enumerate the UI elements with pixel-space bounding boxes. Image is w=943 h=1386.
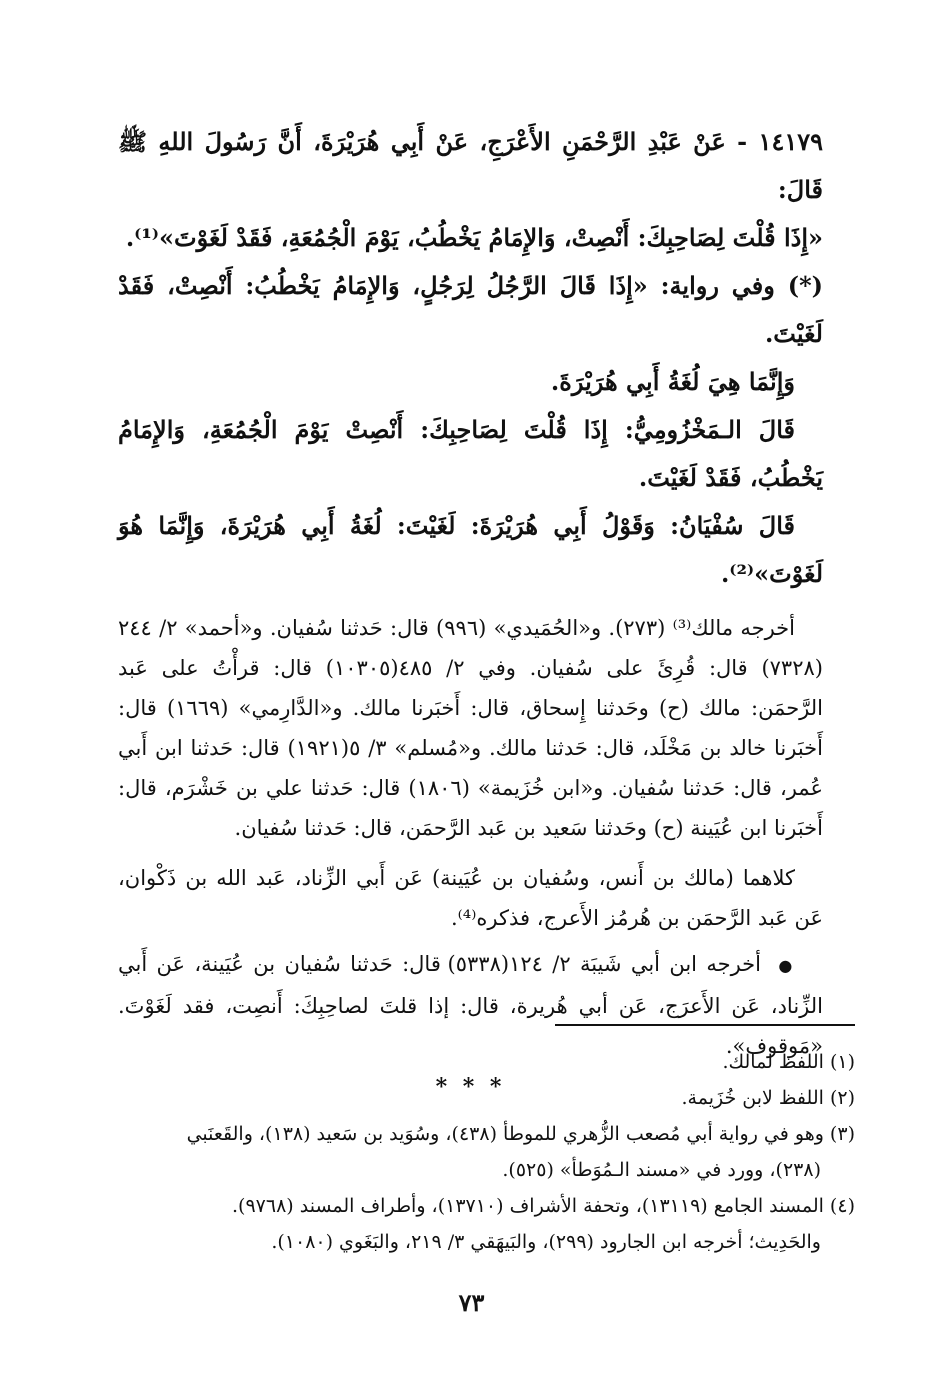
- footnote-4-cont: والحَدِيث؛ أخرجه ابن الجارود (٢٩٩)، والبَيهَقي ٣/ ٢١٩، والبَغَوي (١٠٨٠).: [271, 1231, 821, 1253]
- footnote-2: (٢) اللفظ لابن خُزَيمة.: [681, 1087, 855, 1109]
- hadith-number: ١٤١٧٩: [758, 127, 823, 156]
- takhrij-mawquf-text: أخرجه ابن أبي شَيبَة ٢/ ١٢٤(٥٣٣٨) قال: حَدثنا سُفيان بن عُيَينة، عَن أَبي الزِّناد، عَن الأَعرَج، عَن أبي هُريرة، قال: إذا قلتَ لصاحِبِكَ: أَنصِت، فقد لَغَوْتَ. «مَوقوف».: [118, 952, 823, 1058]
- bullet-icon: ●: [778, 956, 795, 975]
- hadith-matn: «إِذَا قُلْتَ لِصَاحِبِكَ: أَنْصِتْ، وَالإِمَامُ يَخْطُبُ، يَوْمَ الْجُمُعَةِ، فَقَدْ لَغَوْتَ»⁽¹⁾.: [125, 223, 823, 252]
- footnote-4: (٤) المسند الجامع (١٣١١٩)، وتحفة الأشراف (١٣٧١٠)، وأطراف المسند (٩٧٦٨).: [232, 1195, 855, 1217]
- footnote-divider: [555, 1024, 855, 1026]
- page-number: ٧٣: [458, 1288, 485, 1317]
- footnote-1: (١) اللفظ لمالك.: [722, 1051, 855, 1073]
- takhrij-paragraph: أخرجه مالك⁽³⁾ (٢٧٣). و«الحُمَيدي» (٩٩٦) قال: حَدثنا سُفيان. و«أحمد» ٢/ ٢٤٤ (٧٣٢٨) قال: قُرِئَ على سُفيان. وفي ٢/ ٤٨٥(١٠٣٠٥) قال: قرأْتُ على عَبد الرَّحمَن: مالك (ح) وحَدثنا إِسحاق، قال: أَخبَرنا مالك. و«الدَّارِمي» (١٦٦٩) قال: أَخبَرنا خالد بن مَخْلَد، قال: حَدثنا مالك. و«مُسلم» ٣/ ٥(١٩٢١) قال: حَدثنا ابن أَبي عُمر، قال: حَدثنا سُفيان. و«ابن خُزَيمة» (١٨٠٦) قال: حَدثنا علي بن خَشْرَم، قال: أَخبَرنا ابن عُيَينة (ح) وحَدثنا سَعيد بن عَبد الرَّحمَن، قال: حَدثنا سُفيان.: [118, 616, 823, 840]
- hadith-riwaya-cont: وَإِنَّمَا هِيَ لُغَةُ أَبِي هُرَيْرَةَ.: [550, 367, 795, 396]
- footnote-3: (٣) وهو في رواية أبي مُصعب الزُّهري للموطأ (٤٣٨)، وسُوَيد بن سَعيد (١٣٨)، والقَعنَبي: [186, 1123, 855, 1145]
- hadith-sufyan: قَالَ سُفْيَانُ: وَقَوْلُ أَبِي هُرَيْرَةَ: لَغَيْتَ: لُغَةُ أَبِي هُرَيْرَةَ، وَإِنَّمَا هُوَ لَغَوْتَ»⁽²⁾.: [118, 511, 823, 588]
- main-text: [118, 118, 823, 1102]
- footnote-3-cont: (٢٣٨)، وورد في «مسند الـمُوَطأ» (٥٢٥).: [502, 1159, 821, 1181]
- hadith-isnad: - عَنْ عَبْدِ الرَّحْمَنِ الأَعْرَجِ، عَنْ أَبِي هُرَيْرَةَ، أَنَّ رَسُولَ اللهِ ﷺ قَالَ:: [118, 127, 823, 204]
- section-separator-stars: * * *: [435, 1074, 506, 1100]
- hadith-riwaya: (*) وفي رواية: «إِذَا قَالَ الرَّجُلُ لِرَجُلٍ، وَالإِمَامُ يَخْطُبُ: أَنْصِتْ، فَقَدْ لَغَيْتَ.: [118, 271, 823, 348]
- hadith-makhzumi: قَالَ الـمَخْزُومِيُّ: إِذَا قُلْتَ لِصَاحِبِكَ: أَنْصِتْ يَوْمَ الْجُمُعَةِ، وَالإِمَامُ يَخْطُبُ، فَقَدْ لَغَيْتَ.: [118, 415, 823, 492]
- takhrij-summary: كلاهما (مالك بن أَنس، وسُفيان بن عُيَينة) عَن أَبي الزِّناد، عَبد الله بن ذَكْوان، عَن عَبد الرَّحمَن بن هُرمُز الأَعرج، فذكره⁽⁴⁾.: [118, 866, 823, 930]
- hadith-opening: [118, 118, 823, 214]
- footnotes: [113, 1044, 855, 1260]
